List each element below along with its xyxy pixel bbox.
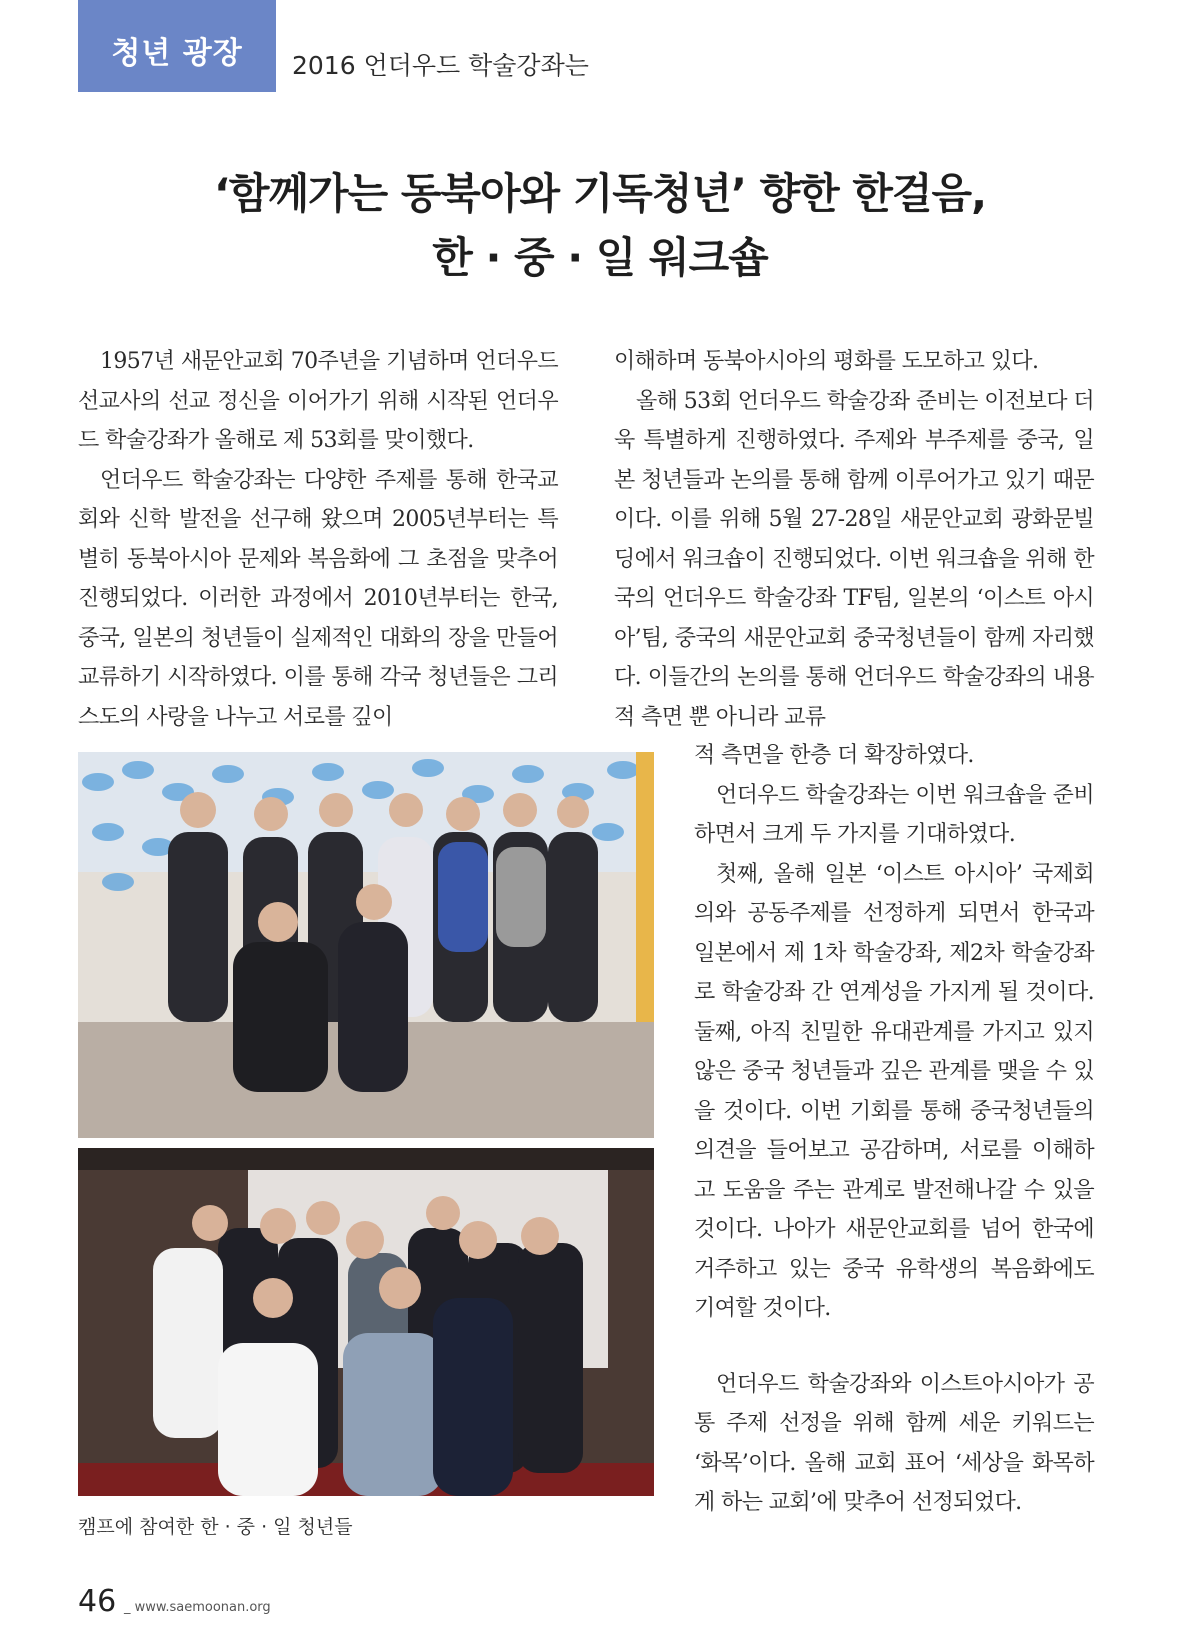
- group-photo-2: [78, 1148, 654, 1496]
- article-column-right-top: [614, 342, 1094, 737]
- footer-url: _ www.saemoonan.org: [124, 1600, 271, 1615]
- paragraph: 첫째, 올해 일본 ‘이스트 아시아’ 국제회의와 공동주제를 선정하게 되면서 한국과 일본에서 제 1차 학술강좌, 제2차 학술강좌로 학술강좌 간 연계성을 가지게 될 것이다. 둘째, 아직 친밀한 유대관계를 가지고 있지 않은 중국 청년들과 깊은 관계를 맺을 수 있을 것이다. 이번 기회를 통해 중국청년들의 의견을 들어보고 공감하며, 서로를 이해하고 도움을 주는 관계로 발전해나갈 수 있을 것이다. 나아가 새문안교회를 넘어 한국에 거주하고 있는 중국 유학생의 복음화에도 기여할 것이다.: [694, 861, 1094, 1321]
- group-photo-1: [78, 752, 654, 1138]
- paragraph: 올해 53회 언더우드 학술강좌 준비는 이전보다 더욱 특별하게 진행하였다. 주제와 부주제를 중국, 일본 청년들과 논의를 통해 함께 이루어가고 있기 때문이다. 이를 위해 5월 27-28일 새문안교회 광화문빌딩에서 워크숍이 진행되었다. 이번 워크숍을 위해 한국의 언더우드 학술강좌 TF팀, 일본의 ‘이스트 아시아’팀, 중국의 새문안교회 중국청년들이 함께 자리했다. 이들간의 논의를 통해 언더우드 학술강좌의 내용적 측면 뿐 아니라 교류: [614, 388, 1094, 730]
- group-photo-1-image: [78, 752, 654, 1138]
- paragraph: 적 측면을 한층 더 확장하였다.: [694, 743, 974, 768]
- article-headline: [0, 162, 1200, 290]
- article-column-left: [78, 342, 558, 737]
- group-photo-2-image: [78, 1148, 654, 1496]
- paragraph: 언더우드 학술강좌는 다양한 주제를 통해 한국교회와 신학 발전을 선구해 왔으며 2005년부터는 특별히 동북아시아 문제와 복음화에 그 초점을 맞추어 진행되었다. 이러한 과정에서 2010년부터는 한국, 중국, 일본의 청년들이 실제적인 대화의 장을 만들어 교류하기 시작하였다. 이를 통해 각국 청년들은 그리스도의 사랑을 나누고 서로를 깊이: [78, 467, 558, 730]
- page-number: 46: [78, 1584, 117, 1619]
- section-label: 청년 광장: [111, 36, 243, 71]
- article-column-right-bottom: [694, 736, 1094, 1523]
- paragraph: 언더우드 학술강좌는 이번 워크숍을 준비하면서 크게 두 가지를 기대하였다.: [694, 782, 1094, 847]
- headline-line-1: ‘함께가는 동북아와 기독청년’ 향한 한걸음,: [213, 169, 987, 218]
- paragraph: 이해하며 동북아시아의 평화를 도모하고 있다.: [614, 349, 1039, 374]
- section-tab: [78, 0, 276, 92]
- header-subtitle: 2016 언더우드 학술강좌는: [292, 51, 589, 80]
- paragraph: 언더우드 학술강좌와 이스트아시아가 공통 주제 선정을 위해 함께 세운 키워드는 ‘화목’이다. 올해 교회 표어 ‘세상을 화목하게 하는 교회’에 맞추어 선정되었다.: [694, 1371, 1094, 1515]
- headline-line-2: 한 · 중 · 일 워크숍: [432, 233, 768, 282]
- paragraph: 1957년 새문안교회 70주년을 기념하며 언더우드 선교사의 선교 정신을 이어가기 위해 시작된 언더우드 학술강좌가 올해로 제 53회를 맞이했다.: [78, 349, 558, 453]
- photo-caption: 캠프에 참여한 한 · 중 · 일 청년들: [78, 1516, 353, 1538]
